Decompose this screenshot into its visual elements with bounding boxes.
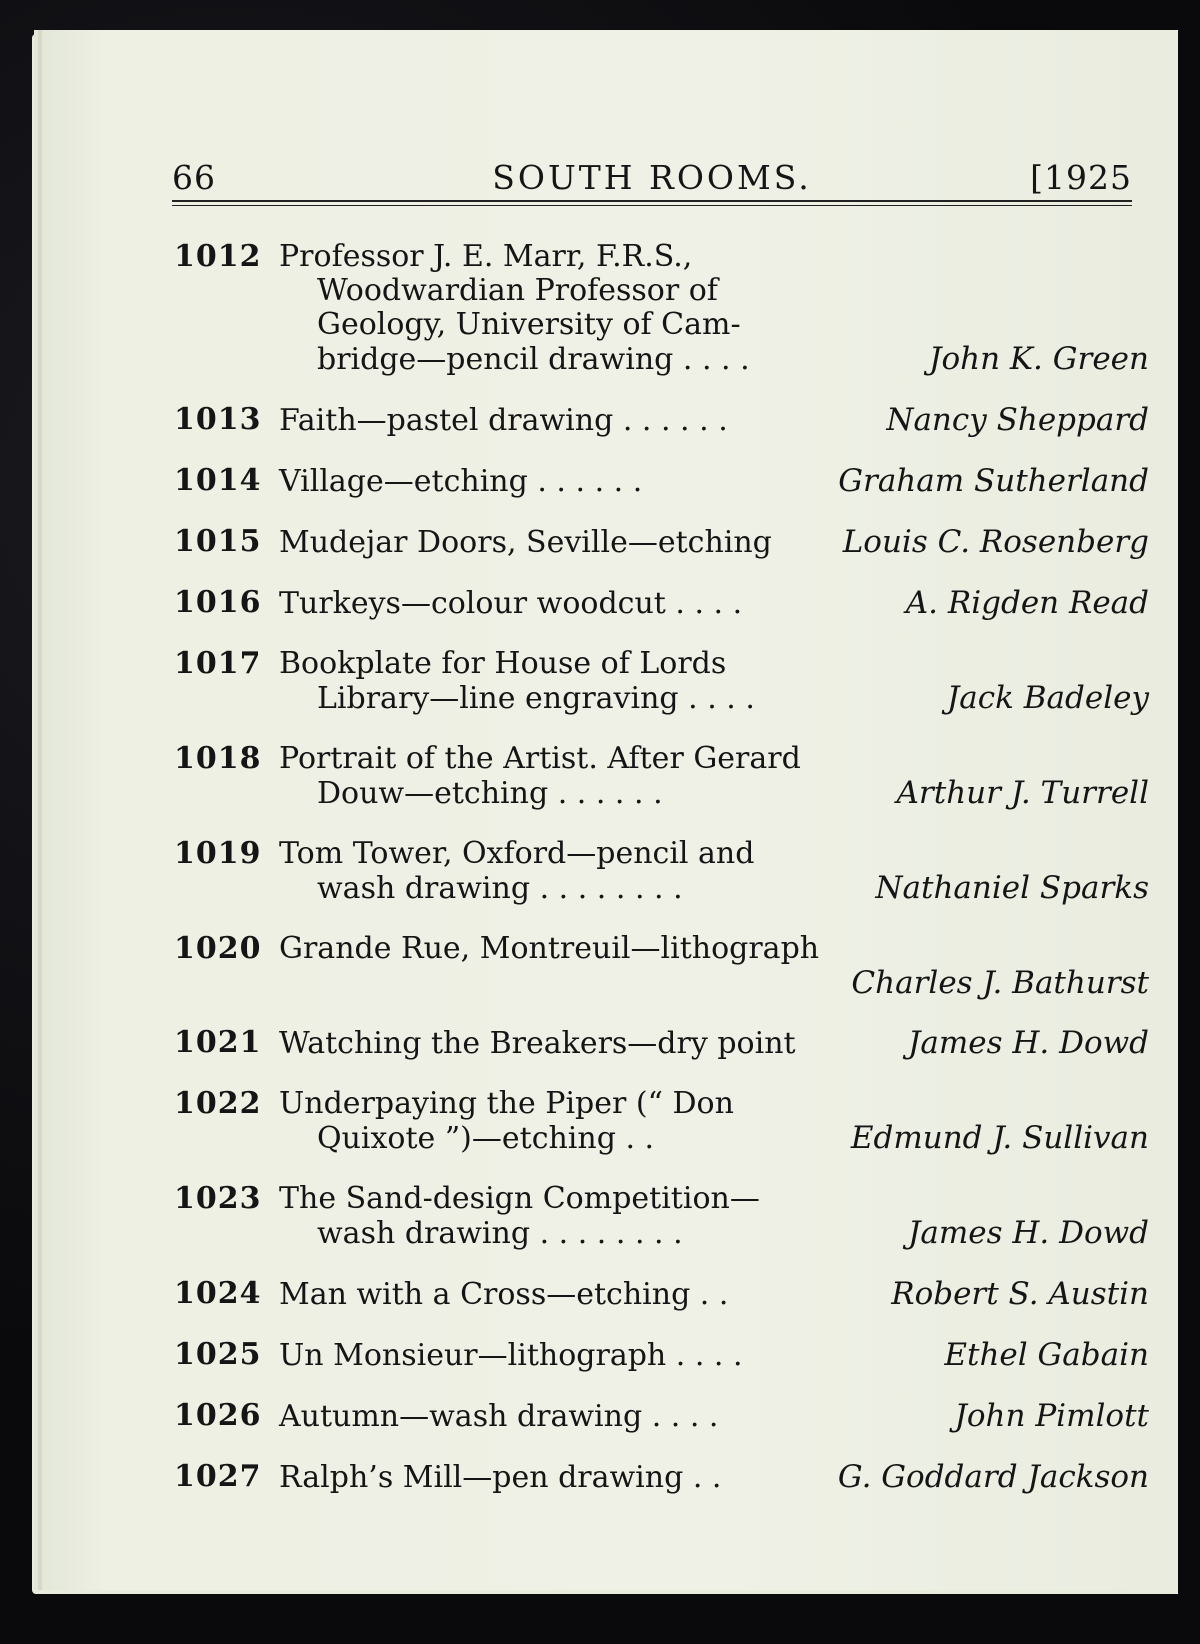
catalogue-entry <box>174 1277 1149 1312</box>
entry-line: wash drawing . . . . . . . . <box>317 1216 683 1251</box>
entry-list <box>174 240 1149 1521</box>
artist-name: A. Rigden Read <box>905 585 1149 621</box>
catalogue-page <box>42 30 1178 1590</box>
catalogue-entry <box>174 1182 1149 1251</box>
entry-number: 1020 <box>174 931 262 966</box>
artist-name: James H. Dowd <box>907 1025 1149 1061</box>
catalogue-entry <box>174 403 1149 438</box>
entry-line: Bookplate for House of Lords <box>279 646 727 681</box>
entry-line: Faith—pastel drawing . . . . . . <box>279 403 728 438</box>
artist-name: Charles J. Bathurst <box>851 965 1149 1001</box>
catalogue-entry <box>174 525 1149 560</box>
entry-line: Professor J. E. Marr, F.R.S., <box>279 239 693 274</box>
entry-line: Woodwardian Professor of <box>317 273 718 308</box>
catalogue-entry <box>174 1087 1149 1156</box>
catalogue-entry <box>174 1399 1149 1434</box>
artist-name: John K. Green <box>929 341 1149 377</box>
artist-name: Louis C. Rosenberg <box>842 524 1149 560</box>
entry-number: 1024 <box>174 1276 262 1311</box>
entry-line: Library—line engraving . . . . <box>317 681 755 716</box>
catalogue-entry <box>174 1460 1149 1495</box>
entry-number: 1023 <box>174 1181 262 1216</box>
entry-line: wash drawing . . . . . . . . <box>317 871 683 906</box>
header-rule-bottom <box>172 205 1132 206</box>
entry-number: 1016 <box>174 585 262 620</box>
catalogue-entry <box>174 464 1149 499</box>
catalogue-entry <box>174 932 1149 1000</box>
entry-number: 1013 <box>174 402 262 437</box>
entry-line: Underpaying the Piper (“ Don <box>279 1086 734 1121</box>
entry-number: 1019 <box>174 836 262 871</box>
entry-number: 1014 <box>174 463 262 498</box>
catalogue-entry <box>174 742 1149 811</box>
entry-number: 1022 <box>174 1086 262 1121</box>
entry-number: 1021 <box>174 1025 262 1060</box>
artist-name: Jack Badeley <box>946 680 1149 716</box>
entry-number: 1025 <box>174 1337 262 1372</box>
entry-line: Autumn—wash drawing . . . . <box>279 1399 719 1434</box>
artist-name: G. Goddard Jackson <box>837 1459 1149 1495</box>
entry-number: 1012 <box>174 239 262 274</box>
entry-line: bridge—pencil drawing . . . . <box>317 342 750 377</box>
entry-number: 1027 <box>174 1459 262 1494</box>
year-marker: [1925 <box>1030 158 1132 197</box>
entry-line: Village—etching . . . . . . <box>279 464 643 499</box>
catalogue-entry <box>174 837 1149 906</box>
catalogue-entry <box>174 240 1149 377</box>
header-rule-top <box>172 200 1132 202</box>
section-title: SOUTH ROOMS. <box>492 158 812 197</box>
entry-number: 1015 <box>174 524 262 559</box>
entry-line: Ralph’s Mill—pen drawing . . <box>279 1460 722 1495</box>
entry-line: Quixote ”)—etching . . <box>317 1121 655 1156</box>
entry-number: 1017 <box>174 646 262 681</box>
entry-line: The Sand-design Competition— <box>279 1181 760 1216</box>
artist-name: John Pimlott <box>954 1398 1149 1434</box>
catalogue-entry <box>174 586 1149 621</box>
entry-line: Turkeys—colour woodcut . . . . <box>279 586 743 621</box>
artist-name: Edmund J. Sullivan <box>850 1120 1149 1156</box>
artist-name: Nathaniel Sparks <box>875 870 1149 906</box>
running-header <box>172 148 1132 198</box>
entry-line: Mudejar Doors, Seville—etching <box>279 525 772 560</box>
page-number: 66 <box>172 158 216 197</box>
entry-line: Portrait of the Artist. After Gerard <box>279 741 801 776</box>
entry-line: Grande Rue, Montreuil—lithograph <box>279 931 820 966</box>
entry-line: Un Monsieur—lithograph . . . . <box>279 1338 743 1373</box>
artist-name: James H. Dowd <box>907 1215 1149 1251</box>
catalogue-entry <box>174 1026 1149 1061</box>
artist-name: Robert S. Austin <box>891 1276 1149 1312</box>
artist-name: Nancy Sheppard <box>886 402 1149 438</box>
artist-name: Graham Sutherland <box>838 463 1149 499</box>
entry-line: Douw—etching . . . . . . <box>317 776 663 811</box>
entry-line: Man with a Cross—etching . . <box>279 1277 729 1312</box>
entry-line: Tom Tower, Oxford—pencil and <box>279 836 755 871</box>
catalogue-entry <box>174 647 1149 716</box>
entry-line: Watching the Breakers—dry point <box>279 1026 796 1061</box>
catalogue-entry <box>174 1338 1149 1373</box>
artist-name: Arthur J. Turrell <box>896 775 1149 811</box>
entry-line: Geology, University of Cam- <box>317 307 741 342</box>
entry-number: 1026 <box>174 1398 262 1433</box>
artist-name: Ethel Gabain <box>944 1337 1149 1373</box>
entry-number: 1018 <box>174 741 262 776</box>
